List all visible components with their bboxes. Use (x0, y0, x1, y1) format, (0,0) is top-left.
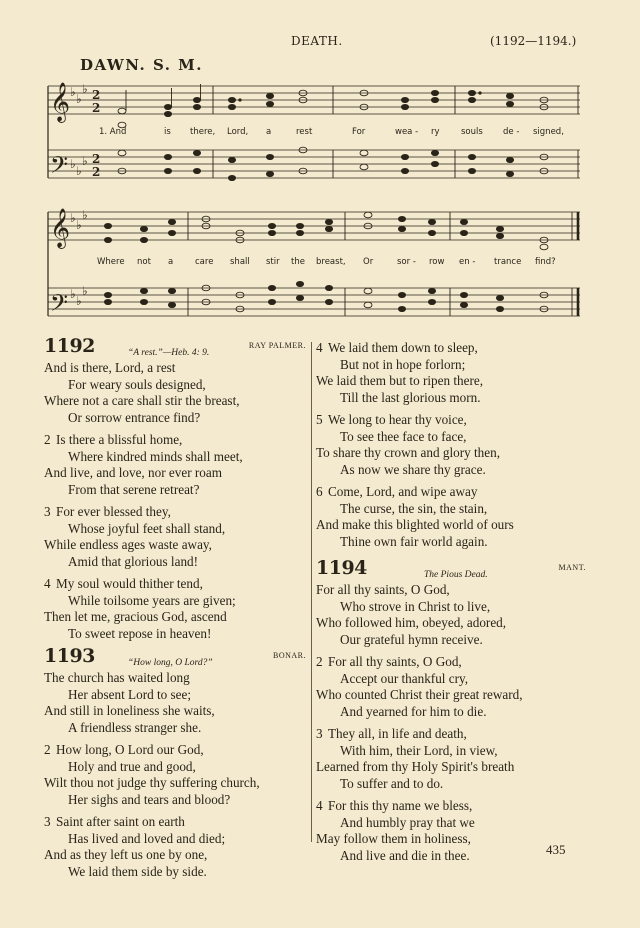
hymn-1193 (44, 645, 306, 880)
verse-line: To see thee face to face, (340, 428, 467, 444)
scripture-reference: “How long, O Lord?” (128, 658, 213, 668)
lyric-syllable: a (168, 257, 174, 267)
lyric-syllable: not (137, 257, 151, 267)
verse-line: And still in loneliness she waits, (44, 703, 215, 718)
verse-line: To share thy crown and glory then, (316, 445, 501, 460)
page-number: 435 (546, 842, 566, 857)
hymn-range: (1192—1194.) (490, 34, 577, 48)
hymn-subtitle: The Pious Dead. (424, 570, 488, 580)
lyric-syllable: is (164, 127, 171, 137)
lyric-syllable: row (429, 257, 445, 267)
verse-line: A friendless stranger she. (68, 719, 202, 735)
verse-number: 2 (44, 742, 51, 757)
verse-number: 3 (44, 814, 51, 829)
lyric-syllable: breast, (316, 257, 346, 267)
svg-text:♭: ♭ (82, 284, 88, 298)
verse-line: Thine own fair world again. (340, 533, 488, 549)
bass-clef-icon: 𝄢 (50, 289, 69, 322)
verse-line: But not in hope forlorn; (340, 356, 466, 372)
verse-line: Come, Lord, and wipe away (328, 484, 478, 499)
verse-line: Who followed him, obeyed, adored, (316, 615, 507, 630)
verse-number: 4 (316, 340, 323, 355)
verse-line: To suffer and to do. (340, 775, 444, 791)
lyric-syllable: sor - (397, 257, 416, 267)
svg-text:♭: ♭ (76, 164, 82, 178)
lyric-syllable: de - (503, 127, 520, 137)
verse-line: Is there a blissful home, (56, 432, 183, 447)
verse-number: 4 (316, 798, 323, 813)
verse-line: For ever blessed they, (56, 504, 171, 519)
verse-line: While toilsome years are given; (68, 592, 236, 608)
lyric-syllable: en - (459, 257, 476, 267)
lyric-syllable: ry (431, 127, 440, 137)
verse-line: As now we share thy grace. (340, 461, 486, 477)
verse-line: Till the last glorious morn. (340, 389, 481, 405)
staff-treble-1 (48, 86, 580, 114)
lyric-syllable: Lord, (227, 127, 249, 137)
verse-line: For weary souls designed, (68, 376, 206, 392)
lyric-syllable: a (266, 127, 272, 137)
verse-line: Or sorrow entrance find? (68, 409, 201, 425)
lyric-syllable: rest (296, 127, 313, 137)
verse-line: Her absent Lord to see; (68, 686, 192, 702)
hymn-author: RAY PALMER. (248, 341, 306, 350)
hymn-1194 (316, 557, 586, 864)
verse-line: The curse, the sin, the stain, (340, 500, 488, 516)
section-title: DEATH. (291, 34, 343, 48)
svg-text:♭: ♭ (82, 82, 88, 96)
verse-number: 6 (316, 484, 323, 499)
verse-number: 3 (44, 504, 51, 519)
verse-number: 4 (44, 576, 51, 591)
verse-line: While endless ages waste away, (44, 537, 212, 552)
verse-line: Saint after saint on earth (56, 814, 185, 829)
tune-title: DAWN. S. M. (80, 56, 204, 74)
verse-line: For all thy saints, O God, (316, 582, 450, 597)
bass-clef-icon: 𝄢 (50, 151, 69, 184)
hymn-author: MANT. (558, 563, 586, 572)
lyric-syllable: shall (230, 257, 250, 267)
right-column (316, 340, 586, 864)
verse-number: 2 (44, 432, 51, 447)
verse-line: And is there, Lord, a rest (44, 360, 176, 375)
lyric-syllable: 1. And (99, 127, 127, 137)
svg-text:♭: ♭ (70, 211, 76, 225)
lyric-syllable: stir (266, 257, 280, 267)
hymn-1192 (44, 335, 306, 642)
verse-line: We laid them down to sleep, (328, 340, 478, 355)
svg-text:♭: ♭ (82, 208, 88, 222)
svg-text:♭: ♭ (82, 154, 88, 168)
verse-line: We laid them side by side. (68, 863, 207, 879)
lyric-syllable: Where (97, 257, 125, 267)
verse-number: 2 (316, 654, 323, 669)
flat-icon (70, 82, 88, 308)
verse-line: Her sighs and tears and blood? (68, 791, 231, 807)
svg-text:2: 2 (92, 88, 101, 102)
half-note (118, 90, 126, 128)
svg-text:♭: ♭ (76, 92, 82, 106)
verse-line: May follow them in holiness, (316, 831, 471, 846)
verse-line: Who counted Christ their great reward, (316, 687, 523, 702)
verse-line: We laid them but to ripen there, (316, 373, 484, 388)
verse-number: 3 (316, 726, 323, 741)
svg-text:♭: ♭ (76, 218, 82, 232)
svg-text:♭: ♭ (70, 287, 76, 301)
verse-line: The church has waited long (44, 670, 190, 685)
verse-line: For all thy saints, O God, (328, 654, 462, 669)
svg-text:2: 2 (92, 101, 101, 115)
lyric-syllable: wea - (395, 127, 419, 137)
verse-line: Learned from thy Holy Spirit's breath (316, 759, 515, 774)
svg-text:♭: ♭ (70, 85, 76, 99)
verse-line: Accept our thankful cry, (340, 670, 469, 686)
svg-text:2: 2 (92, 152, 101, 166)
verse-line: Has lived and loved and died; (68, 830, 226, 846)
hymn-author: BONAR. (272, 651, 306, 660)
clefs (50, 82, 100, 322)
verse-line: My soul would thither tend, (56, 576, 203, 591)
verse-line: How long, O Lord our God, (56, 742, 204, 757)
verse-line: With him, their Lord, in view, (340, 742, 498, 758)
verse-line: And make this blighted world of ours (316, 517, 514, 532)
verse-line: They all, in life and death, (328, 726, 467, 741)
svg-text:♭: ♭ (70, 157, 76, 171)
treble-clef-icon: 𝄞 (50, 208, 71, 248)
verse-line: And humbly pray that we (340, 814, 475, 830)
verse-line: Our grateful hymn receive. (340, 631, 483, 647)
verse-line: Whose joyful feet shall stand, (68, 520, 226, 536)
verse-line: And live, and love, nor ever roam (44, 465, 222, 480)
scripture-reference: “A rest.”—Heb. 4: 9. (128, 348, 210, 358)
hymn-1193-continued (316, 340, 586, 550)
verse-line: Holy and true and good, (68, 758, 196, 774)
lyric-syllable: For (352, 127, 366, 137)
lyric-syllable: Or (363, 257, 374, 267)
hymn-number: 1193 (44, 645, 95, 667)
treble-clef-icon: 𝄞 (50, 82, 71, 122)
verse-line: Amid that glorious land! (68, 553, 199, 569)
verse-line: Who strove in Christ to live, (340, 598, 491, 614)
verse-line: Then let me, gracious God, ascend (44, 609, 227, 624)
verse-line: Where kindred minds shall meet, (68, 448, 243, 464)
staff-bass-1 (48, 150, 580, 178)
svg-text:2: 2 (92, 165, 101, 179)
hymn-number: 1192 (44, 335, 95, 357)
verse-line: Where not a care shall stir the breast, (44, 393, 240, 408)
svg-text:♭: ♭ (76, 294, 82, 308)
verse-line: For this thy name we bless, (328, 798, 473, 813)
verse-line: And yearned for him to die. (340, 703, 487, 719)
verse-line: And as they left us one by one, (44, 847, 208, 862)
verse-line: And live and die in thee. (340, 847, 470, 863)
lyric-syllable: souls (461, 127, 483, 137)
lyric-syllable: there, (190, 127, 216, 137)
column-divider (311, 342, 312, 842)
music-score (0, 0, 640, 330)
verse-number: 5 (316, 412, 323, 427)
lyric-syllable: signed, (533, 127, 564, 137)
verse-line: To sweet repose in heaven! (68, 625, 212, 641)
verse-line: Wilt thou not judge thy suffering church, (44, 775, 260, 790)
verse-line: From that serene retreat? (68, 481, 200, 497)
verse-line: We long to hear thy voice, (328, 412, 467, 427)
lyric-syllable: care (195, 257, 214, 267)
left-column (44, 335, 306, 880)
hymn-number: 1194 (316, 557, 367, 579)
lyric-syllable: the (291, 257, 305, 267)
lyric-syllable: find? (535, 257, 556, 267)
lyric-syllable: trance (494, 257, 522, 267)
